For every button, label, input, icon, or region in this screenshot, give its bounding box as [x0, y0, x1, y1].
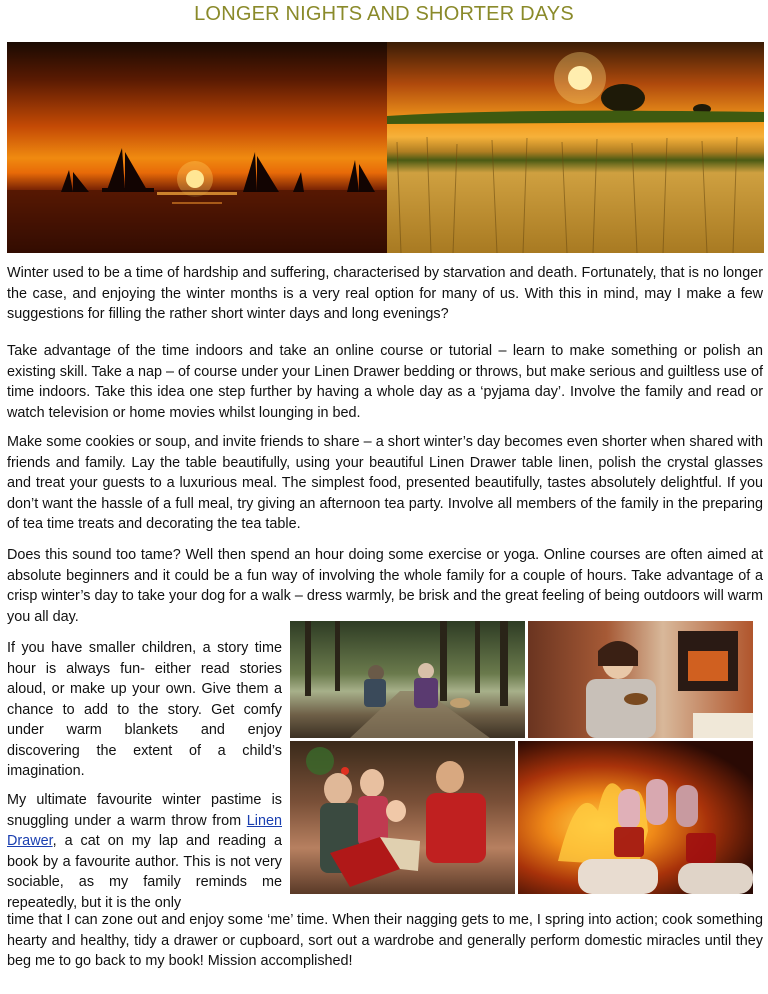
page-title: LONGER NIGHTS AND SHORTER DAYS — [194, 3, 574, 25]
wheat-field-sunset-photo — [387, 42, 764, 253]
sunset-sailboats-photo — [7, 42, 387, 253]
winter-activities-collage — [290, 621, 753, 894]
paragraph-favourite-pastime-end: , a cat on my lap and reading a book by a favourite author. This is not very sociable, as my family reminds me repeatedly, but it is the only — [7, 833, 282, 911]
woodland-walk-photo — [290, 621, 525, 738]
family-story-time-photo — [290, 741, 515, 894]
linen-drawer-link[interactable]: Linen Drawer — [7, 812, 282, 849]
fireside-soup-photo — [528, 621, 753, 738]
paragraph-cooking: Make some cookies or soup, and invite friends to share – a short winter’s day becomes even shorter when shared with friends and family. Lay the table beautifully, using your beautiful Linen Drawer table linen, polish the crystal glasses and treat your guests to a luxurious meal. The simplest food, presented beautifully, tastes absolutely delightful. If you don’t want the hassle of a full meal, try giving an afternoon tea party. Involve all members of the family in the preparing of tea time treats and decorating the tea table. — [7, 434, 763, 532]
paragraph-favourite-pastime — [7, 790, 282, 913]
paragraph-closing: time that I can zone out and enjoy some ‘me’ time. When their nagging gets to me, I spring into action; cook something hearty and healthy, tidy a drawer or cupboard, sort out a wardrobe and generally perform domestic miracles until they beg me to go back to my book! Mission accomplished! — [7, 912, 763, 969]
paragraph-exercise: Does this sound too tame? Well then spend an hour doing some exercise or yoga. Online courses are often aimed at absolute beginners and it could be a fun way of involving the whole family for a couple of hours. Take advantage of a crisp winter’s day to take your dog for a walk – dress warmly, be brisk and the great feeling of being outdoors will warm you all day. — [7, 547, 763, 625]
hero-image — [7, 42, 764, 253]
paragraph-indoors: Take advantage of the time indoors and take an online course or tutorial – learn to make something or polish an existing skill. Take a nap – of course under your Linen Drawer bedding or throws, but make serious and guiltless use of time indoors. Take this idea one step further by having a whole day as a ‘pyjama day’. Involve the family and read or watch television or home movies whilst lounging in bed. — [7, 343, 763, 421]
fireplace-socks-mulled-wine-photo — [518, 741, 753, 894]
paragraph-children: If you have smaller children, a story time hour is always fun- either read stories aloud, or make up your own. Give them a chance to add to the story. Get comfy under warm blankets and enjoy discovering the extent of a child’s imagination. — [7, 640, 282, 779]
paragraph-favourite-pastime-start: My ultimate favourite winter pastime is snuggling under a warm throw from — [7, 792, 282, 829]
paragraph-intro: Winter used to be a time of hardship and suffering, characterised by starvation and death. Fortunately, that is no longer the case, and enjoying the winter months is a very real option for many of us. With this in mind, may I make a few suggestions for filling the rather short winter days and long evenings? — [7, 265, 763, 322]
